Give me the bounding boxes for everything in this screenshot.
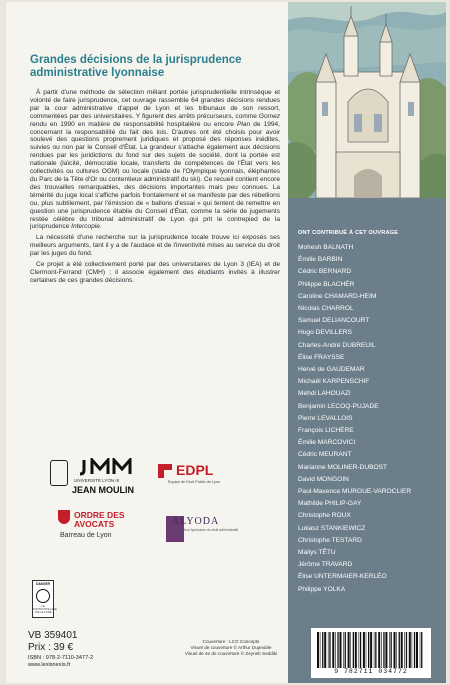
contributor-name: Charles-André DUBREUIL — [298, 341, 376, 349]
photocopillage-warning — [32, 580, 57, 618]
book-title-line2: administrative lyonnaise — [30, 67, 165, 79]
price-block — [28, 630, 93, 669]
contributor-name: Christophe ROUX — [298, 512, 351, 520]
contributor-name: Cédric BERNARD — [298, 268, 352, 276]
blurb-paragraph-1: À partir d'une méthode de sélection mêlant portée jurisprudentielle intrinsèque et volonté de faire jurisprudence, cet ouvrage rassemble 64 grandes décisions rendues par la cour administrative d'appel de Lyon et les tribunaux de son ressort, commentées par des universitaires. Y figurent des arrêts précurseurs, comme Gomez rendu en 1990 en matière de responsabilité hospitalière ou encore Plan de 1994, concernant la responsabilité du fait des lois. D'autres ont été choisis pour avoir soulevé des questions proprement juridiques et proposé des réponses inédites, suivies ou non par le Conseil d'État. La grandeur s'attache également aux décisions rendues par les juridictions du fond sur des sujets de société, dont la portée est nationale (laïcité, démocratie locale, transferts de compétences de l'État vers les collectivités ou cultures OGM) ou locale (stade de l'Olympique lyonnais, éléphantes du Parc de la Tête d'Or ou contentieux administratif du ski). Ce recueil contient encore des trouvailles remarquables, des décisions importantes mais peu connues. La témérité du juge local s'affiche parfois frontalement et se manifeste par des rébellions ou, plus subtilement, par l'émission de « ballons d'essai » qui tentent de remettre en question une jurisprudence établie du Conseil d'État, comme la série de jugements restée célèbre du tribunal administratif de Lyon qui prit le contrepied de la jurisprudence Intercopie. — [30, 89, 280, 231]
contributor-name: Nicolas CHARROL — [298, 305, 354, 313]
edpl-logo — [158, 462, 238, 492]
contributor-name: Émilie MARCOVICI — [298, 439, 356, 447]
shield-icon — [58, 510, 70, 524]
contributor-name: Samuel DELIANCOURT — [298, 317, 370, 325]
contributor-name: Hervé de GAUDEMAR — [298, 366, 365, 374]
barcode-icon — [317, 632, 425, 668]
contributor-name: Marianne MOLINER-DUBOST — [298, 463, 388, 471]
contributor-name: Paul-Maxence MURGUE-VAROCLIER — [298, 488, 412, 496]
university-name: JEAN MOULIN — [72, 485, 135, 495]
contributor-name: Christophe TESTARD — [298, 536, 362, 544]
contributor-name: Pierre LEVALLOIS — [298, 414, 353, 422]
credit-line-1: Couverture : LCG Concepts — [202, 639, 260, 644]
contributor-name: Philippe YOLKA — [298, 585, 346, 593]
publisher-website: www.lexisnexis.fr — [28, 662, 71, 668]
edpl-name: EDPL — [176, 462, 214, 478]
university-seal-icon — [50, 460, 68, 486]
contributors-heading: ONT CONTRIBUÉ À CET OUVRAGE — [298, 230, 399, 236]
cover-credits — [156, 639, 306, 657]
credit-line-3: Visuel de 4e de couverture © Zeyneb Seddiki — [184, 651, 278, 656]
blurb — [30, 89, 280, 288]
contributor-name: David MONGOIN — [298, 475, 349, 483]
contributors-panel — [288, 2, 446, 683]
alyoda-logo — [162, 512, 240, 546]
contributor-name: Élise UNTERMAIER-KERLÉO — [298, 573, 387, 581]
blurb-paragraph-2: La nécessité d'une recherche sur la jurisprudence locale trouve ici exposés ses meilleurs arguments, tant il y a de l'audace et de l'inventivité mises au service du droit par les juges du fond. — [30, 234, 280, 258]
edpl-mark-cutout — [164, 470, 172, 478]
contributor-name: Benjamin LECOQ-PUJADE — [298, 402, 379, 410]
contributor-name: Philippe BLACHÈR — [298, 280, 355, 288]
danger-title: DANGER — [36, 582, 50, 586]
contributor-name: Mohesh BALNATH — [298, 244, 354, 251]
skull-icon — [36, 589, 50, 603]
ordre-line2: AVOCATS — [74, 519, 115, 529]
contributor-name: Michaël KARPENSCHIF — [298, 378, 370, 386]
barcode-number: 9 782711 034772 — [334, 668, 408, 675]
partner-logos — [30, 454, 280, 574]
contributors-list — [298, 242, 443, 596]
university-small-label: UNIVERSITÉ LYON III — [74, 478, 120, 483]
contributor-name: François LICHÈRE — [298, 427, 354, 435]
contributor-name: Cédric MEURANT — [298, 451, 352, 459]
contributor-name: Mailys TÊTU — [298, 549, 336, 557]
book-title-line1: Grandes décisions de la jurisprudence — [30, 54, 242, 66]
price: Prix : 39 € — [28, 642, 74, 653]
contributor-name: Mehdi LAHOUAZI — [298, 390, 351, 398]
ordre-avocats-logo — [58, 510, 148, 554]
product-reference: VB 359401 — [28, 630, 78, 641]
danger-caption: LE PHOTOCOPILLAGE TUE LE LIVRE — [33, 605, 57, 614]
isbn-barcode — [311, 628, 431, 678]
contributor-name: Jérôme TRAVARD — [298, 561, 353, 569]
credit-line-2: Visuel de couverture © Arthur Dupeuble — [190, 645, 272, 650]
contributor-name: Hugo DEVILLERS — [298, 329, 352, 337]
basilica-illustration — [288, 2, 446, 198]
contributor-name: Mathilde PHILIP-GAY — [298, 500, 362, 508]
contributor-name: Émilie BARBIN — [298, 256, 343, 264]
contributor-name: Lukasz STANKIEWICZ — [298, 524, 366, 532]
contributor-name: Caroline CHAMARD-HEIM — [298, 292, 377, 300]
blurb-paragraph-3: Ce projet a été collectivement porté par des universitaires de Lyon 3 (IEA) et de Clermont-Ferrand (CMH) ; il associe également des étudiants invités à illustrer certaines de ces grandes décisions. — [30, 261, 280, 284]
alyoda-subtitle: Association lyonnaise du droit administratif — [172, 528, 239, 532]
back-cover-text-panel — [6, 2, 288, 683]
edpl-subtitle: Équipe de Droit Public de Lyon — [168, 480, 220, 484]
book-title — [30, 54, 280, 80]
ordre-line1: ORDRE DES — [74, 510, 125, 520]
isbn: ISBN : 978-2-7110-3477-2 — [28, 655, 94, 661]
contributor-name: Élise FRAYSSE — [298, 353, 345, 361]
ordre-line3: Barreau de Lyon — [60, 532, 112, 539]
universite-lyon3-logo — [50, 458, 146, 500]
alyoda-name: ALYODA — [172, 516, 220, 527]
back-cover — [6, 2, 446, 683]
